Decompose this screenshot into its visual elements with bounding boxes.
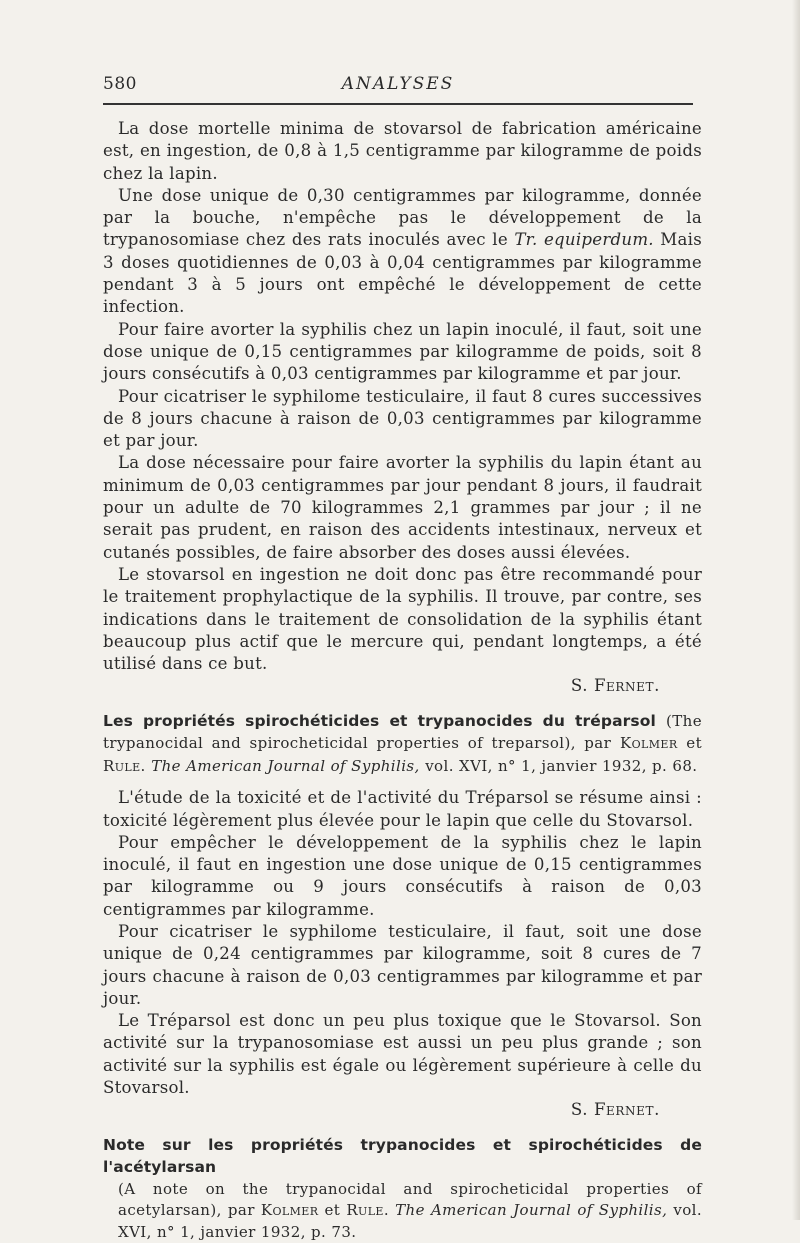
- paragraph: Pour faire avorter la syphilis chez un lapin inoculé, il faut, soit une dose unique de 0,15 centigrammes par kilogramme de poids, soit 8 jours consécutifs à 0,03 centigrammes par kilogramme et par jour.: [103, 319, 702, 384]
- paragraph: L'étude de la toxicité et de l'activité du Tréparsol se résume ainsi : toxicité légèrement plus élevée pour le lapin que celle du Stovarsol.: [103, 788, 702, 830]
- paragraph: Pour cicatriser le syphilome testiculaire, il faut, soit une dose unique de 0,24 centigrammes par kilogramme, soit 8 cures de 7 jours chacune à raison de 0,03 centigrammes par kilogramme et par jour.: [103, 922, 702, 1008]
- article-reference: [103, 1179, 702, 1243]
- author: Kolmer: [620, 734, 678, 753]
- paragraph: La dose mortelle minima de stovarsol de fabrication américaine est, en ingestion, de 0,8 à 1,5 centigramme par kilogramme de poids chez la lapin.: [103, 119, 702, 183]
- ref-text: vol. XVI, n° 1, janvier 1932, p. 68.: [425, 756, 698, 775]
- ref-text: (The trypanocidal and spirocheticidal properties of treparsol), par: [103, 711, 702, 753]
- signature: S. Fernet.: [570, 676, 660, 696]
- article-heading: [103, 710, 702, 778]
- author: Rule.: [346, 1201, 389, 1220]
- article-heading: [103, 1134, 702, 1243]
- page-body: [103, 118, 702, 1243]
- signature-line: [103, 675, 702, 697]
- running-header: [103, 74, 693, 98]
- paragraph: La dose nécessaire pour faire avorter la syphilis du lapin étant au minimum de 0,03 centigrammes par jour pendant 8 jours, il faudrait pour un adulte de 70 kilogrammes 2,1 grammes par jour ; il ne serait pas prudent, en raison des accidents intestinaux, nerveux et cutanés possibles, de faire absorber des doses aussi élevées.: [103, 453, 702, 562]
- article-title: Les propriétés spirochéticides et trypanocides du tréparsol: [103, 711, 656, 730]
- paragraph: Le Tréparsol est donc un peu plus toxique que le Stovarsol. Son activité sur la trypanosomiase est aussi un peu plus grande ; son activité sur la syphilis est égale ou légèrement supérieure à celle du Stovarsol.: [103, 1011, 702, 1098]
- journal-name: The American Journal of Syphilis,: [151, 756, 420, 775]
- author: Kolmer: [260, 1201, 319, 1220]
- ref-text: (A note on the trypanocidal and spirocheticidal properties of acetylarsan), par: [118, 1179, 702, 1220]
- author: Rule.: [103, 756, 146, 775]
- paragraph: Le stovarsol en ingestion ne doit donc pas être recommandé pour le traitement prophylactique de la syphilis. Il trouve, par contre, ses indications dans le traitement de consolidation de la syphilis étant beaucoup plus actif que le mercure qui, pendant longtemps, a été utilisé dans ce but.: [103, 564, 702, 674]
- header-rule: [103, 103, 693, 105]
- paragraph: Pour cicatriser le syphilome testiculaire, il faut 8 cures successives de 8 jours chacune à raison de 0,03 centigrammes par kilogramme et par jour.: [103, 386, 702, 451]
- paragraph: [103, 185, 702, 319]
- ref-and: et: [686, 734, 703, 753]
- signature-line: [103, 1099, 702, 1121]
- page-edge-shadow: [792, 0, 800, 1220]
- signature: S. Fernet.: [570, 1100, 660, 1120]
- ref-and: et: [324, 1201, 341, 1220]
- article-title: Note sur les propriétés trypanocides et spirochéticides de l'acétylarsan: [103, 1135, 702, 1177]
- paragraph-text: Mais 3 doses quotidiennes de 0,03 à 0,04 centigrammes par kilogramme pendant 3 à 5 jours ont empêché le développement de cette infection.: [103, 230, 702, 317]
- paragraph-text: Une dose unique de 0,30 centigrammes par kilogramme, donnée par la bouche, n'empêche pas le développement de la trypanosomiase chez des rats inoculés avec le: [103, 185, 702, 250]
- species-name: Tr. equiperdum.: [514, 230, 654, 250]
- ref-text: vol. XVI, n° 1, janvier 1932, p. 73.: [118, 1201, 703, 1241]
- paragraph: Pour empêcher le développement de la syphilis chez le lapin inoculé, il faut en ingestion une dose unique de 0,15 centigrammes par kilogramme ou 9 jours consécutifs à raison de 0,03 centigrammes par kilogramme.: [103, 832, 702, 919]
- journal-name: The American Journal of Syphilis,: [395, 1201, 668, 1220]
- page-number: 580: [103, 74, 137, 94]
- running-title: ANALYSES: [341, 74, 455, 94]
